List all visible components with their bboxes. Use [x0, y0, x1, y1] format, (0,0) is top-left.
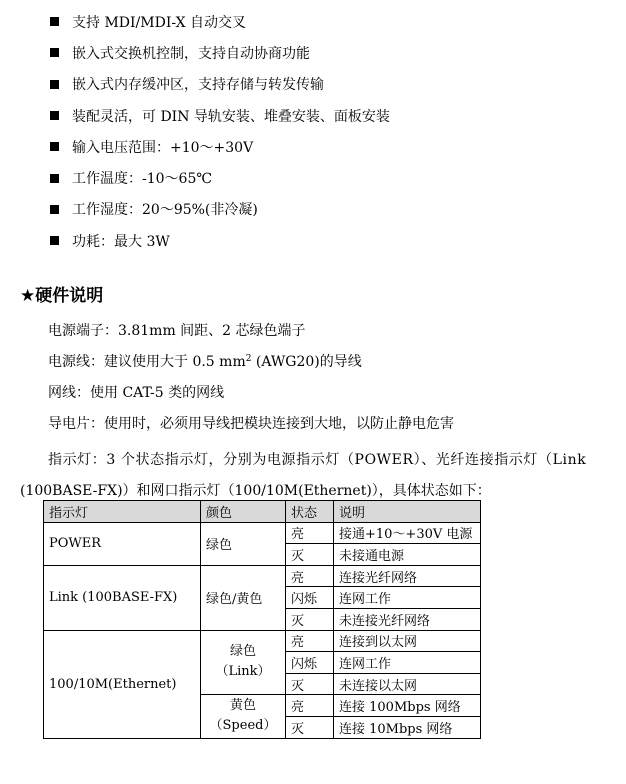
list-item — [50, 100, 390, 131]
state-cell: 灭 — [286, 608, 334, 630]
section-title: ★硬件说明 — [20, 286, 104, 306]
list-item — [50, 131, 390, 162]
table-row — [44, 630, 481, 652]
ground-text: 导电片：使用时，必须用导线把模块连接到大地，以防止静电危害 — [48, 416, 454, 432]
list-item — [50, 225, 390, 256]
desc-cell: 连接 10Mbps 网络 — [334, 716, 481, 738]
list-item — [50, 69, 390, 100]
state-cell: 灭 — [286, 716, 334, 738]
state-cell: 灭 — [286, 673, 334, 695]
indicator-name: POWER — [44, 522, 201, 565]
desc-cell: 连接到以太网 — [334, 630, 481, 652]
feature-text: 嵌入式交换机控制，支持自动协商功能 — [72, 45, 310, 62]
desc-cell: 连网工作 — [334, 652, 481, 674]
table-row — [44, 565, 481, 587]
list-item — [50, 37, 390, 68]
feature-text: 功耗：最大 3W — [72, 233, 170, 250]
square-bullet-icon — [50, 111, 59, 120]
indicator-intro — [20, 445, 604, 507]
indicator-intro-line2: (100BASE-FX)）和网口指示灯（100/10M(Ethernet)），具体状态如下： — [20, 483, 491, 499]
power-cable-pre: 电源线：建议使用大于 0.5 mm — [48, 354, 246, 370]
power-terminal-text: 电源端子：3.81mm 间距、2 芯绿色端子 — [48, 323, 306, 339]
feature-text: 嵌入式内存缓冲区，支持存储与转发传输 — [72, 77, 324, 94]
indicator-color: 绿色/黄色 — [201, 565, 286, 630]
square-bullet-icon — [50, 205, 59, 214]
feature-text: 支持 MDI/MDI-X 自动交叉 — [72, 14, 246, 31]
color-link-name: 绿色 — [229, 644, 256, 660]
desc-cell: 未连接以太网 — [334, 673, 481, 695]
state-cell: 亮 — [286, 522, 334, 544]
state-cell: 闪烁 — [286, 652, 334, 674]
table-header-row — [44, 501, 481, 523]
desc-cell: 未连接光纤网络 — [334, 608, 481, 630]
power-cable-text — [48, 351, 362, 371]
column-header: 颜色 — [201, 501, 286, 523]
indicator-name: Link (100BASE-FX) — [44, 565, 201, 630]
feature-text: 输入电压范围：+10～+30V — [72, 139, 254, 156]
desc-cell: 连接光纤网络 — [334, 565, 481, 587]
color-speed-name: 黄色 — [229, 698, 256, 714]
list-item — [50, 162, 390, 193]
list-item — [50, 194, 390, 225]
state-cell: 亮 — [286, 565, 334, 587]
indicator-name: 100/10M(Ethernet) — [44, 630, 201, 738]
column-header: 说明 — [334, 501, 481, 523]
feature-text: 工作湿度：20～95%(非冷凝) — [72, 202, 258, 219]
indicator-intro-line1: 指示灯：3 个状态指示灯，分别为电源指示灯（POWER）、光纤连接指示灯（Link — [48, 452, 587, 468]
list-item — [50, 6, 390, 37]
square-bullet-icon — [50, 48, 59, 57]
indicator-color — [201, 630, 286, 695]
indicator-table — [43, 500, 481, 739]
desc-cell: 未接通电源 — [334, 544, 481, 566]
square-bullet-icon — [50, 17, 59, 26]
table-row — [44, 522, 481, 544]
desc-cell: 接通+10～+30V 电源 — [334, 522, 481, 544]
color-speed-label: （Speed） — [209, 718, 277, 734]
square-bullet-icon — [50, 174, 59, 183]
square-bullet-icon — [50, 80, 59, 89]
feature-list — [50, 6, 390, 256]
indicator-color — [201, 695, 286, 738]
state-cell: 闪烁 — [286, 587, 334, 609]
state-cell: 灭 — [286, 544, 334, 566]
state-cell: 亮 — [286, 630, 334, 652]
square-bullet-icon — [50, 142, 59, 151]
column-header: 指示灯 — [44, 501, 201, 523]
state-cell: 亮 — [286, 695, 334, 717]
feature-text: 工作温度：-10～65℃ — [72, 171, 213, 188]
feature-text: 装配灵活，可 DIN 导轨安装、堆叠安装、面板安装 — [72, 108, 390, 125]
color-link-label: （Link） — [215, 664, 271, 680]
power-cable-sup: 2 — [245, 354, 252, 364]
indicator-color: 绿色 — [201, 522, 286, 565]
network-cable-text: 网线：使用 CAT-5 类的网线 — [48, 385, 225, 401]
power-cable-post: (AWG20)的导线 — [251, 354, 362, 370]
desc-cell: 连网工作 — [334, 587, 481, 609]
desc-cell: 连接 100Mbps 网络 — [334, 695, 481, 717]
column-header: 状态 — [286, 501, 334, 523]
square-bullet-icon — [50, 236, 59, 245]
